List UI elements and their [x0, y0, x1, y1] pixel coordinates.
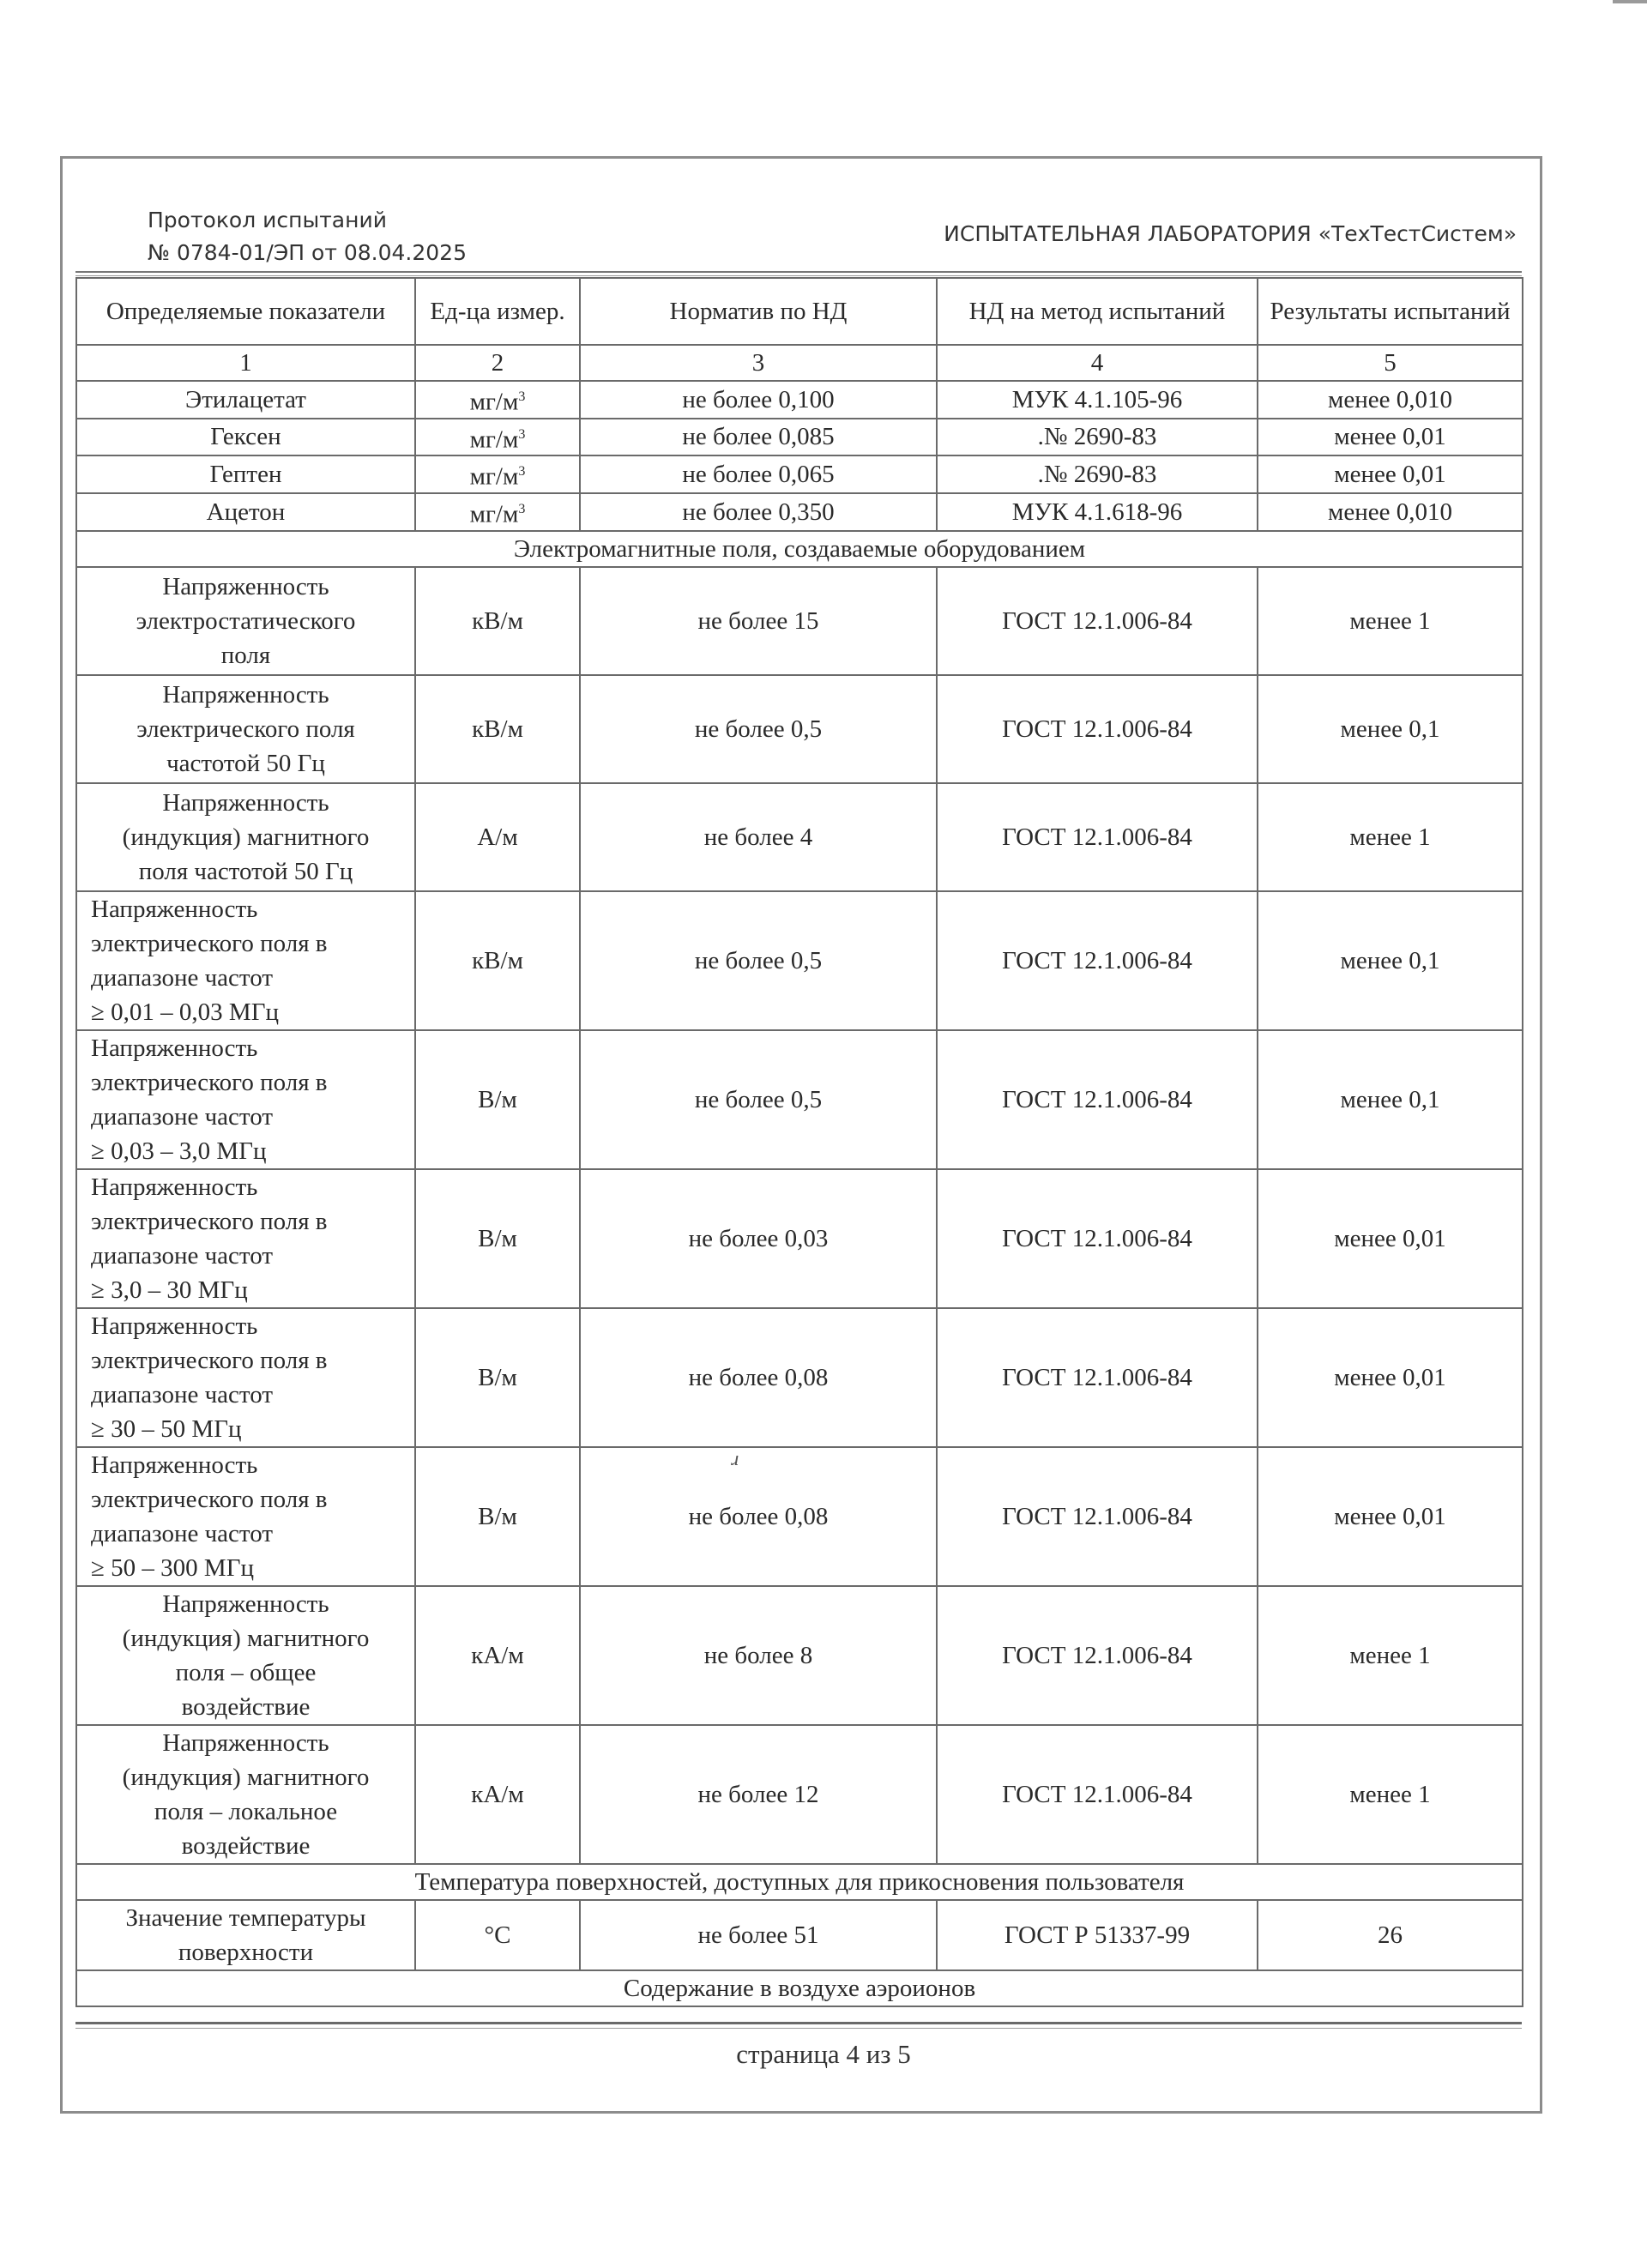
norm-cell: не более 0,085 — [580, 419, 937, 456]
indicator-line: электрического поля в — [91, 929, 328, 957]
method-cell: ГОСТ 12.1.006-84 — [937, 567, 1258, 675]
indicator-line: электрического поля в — [91, 1068, 328, 1096]
result-cell: менее 0,1 — [1258, 675, 1523, 783]
table-row — [76, 1447, 1523, 1586]
method-cell: ГОСТ 12.1.006-84 — [937, 1169, 1258, 1308]
column-number: 2 — [415, 345, 580, 381]
norm-cell: не более 12 — [580, 1725, 937, 1864]
method-cell: ГОСТ Р 51337-99 — [937, 1900, 1258, 1970]
column-header: Ед-ца измер. — [415, 278, 580, 345]
table-row — [76, 455, 1523, 493]
norm-cell: не более 0,065 — [580, 455, 937, 493]
indicator-line: ≥ 0,01 – 0,03 МГц — [91, 998, 279, 1026]
indicator-line: (индукция) магнитного — [122, 1624, 370, 1652]
unit-exponent: 3 — [518, 389, 526, 404]
indicator-line: диапазоне частот — [91, 1519, 273, 1547]
method-cell: ГОСТ 12.1.006-84 — [937, 783, 1258, 891]
unit-cell: кА/м — [415, 1725, 580, 1864]
result-cell: менее 0,1 — [1258, 1030, 1523, 1169]
column-header: Норматив по НД — [580, 278, 937, 345]
indicator-line: Напряженность — [162, 1728, 329, 1757]
norm-cell: не более 0,03 — [580, 1169, 937, 1308]
method-cell: ГОСТ 12.1.006-84 — [937, 1586, 1258, 1725]
method-cell: .№ 2690-83 — [937, 419, 1258, 456]
indicator-name — [76, 1900, 415, 1970]
column-number-row — [76, 345, 1523, 381]
column-number: 5 — [1258, 345, 1523, 381]
column-number: 3 — [580, 345, 937, 381]
indicator-name — [76, 1308, 415, 1447]
method-cell: МУК 4.1.618-96 — [937, 493, 1258, 531]
result-cell: менее 0,010 — [1258, 493, 1523, 531]
unit-text: мг/м — [469, 425, 519, 454]
indicator-line: диапазоне частот — [91, 1380, 273, 1408]
indicator-line: диапазоне частот — [91, 1102, 273, 1131]
header-rule-thin — [75, 275, 1522, 276]
protocol-title: Протокол испытаний — [148, 208, 387, 232]
norm-cell: не более 4 — [580, 783, 937, 891]
unit-cell — [415, 493, 580, 531]
section-title: Содержание в воздухе аэроионов — [76, 1970, 1523, 2006]
indicator-line: Напряженность — [162, 680, 329, 709]
result-cell: менее 0,01 — [1258, 455, 1523, 493]
result-cell: менее 1 — [1258, 1725, 1523, 1864]
indicator-name — [76, 783, 415, 891]
unit-cell: В/м — [415, 1308, 580, 1447]
indicator-line: диапазоне частот — [91, 1241, 273, 1270]
indicator-name — [76, 1169, 415, 1308]
table-row — [76, 1900, 1523, 1970]
table-row — [76, 1169, 1523, 1308]
indicator-line: поля – локальное — [154, 1797, 338, 1825]
indicator-line: ≥ 3,0 – 30 МГц — [91, 1276, 248, 1304]
indicator-line: поверхности — [178, 1938, 314, 1966]
result-cell: менее 1 — [1258, 567, 1523, 675]
table-row — [76, 493, 1523, 531]
indicator-name: Гексен — [76, 419, 415, 456]
result-cell: 26 — [1258, 1900, 1523, 1970]
lab-name: ИСПЫТАТЕЛЬНАЯ ЛАБОРАТОРИЯ «ТехТестСистем» — [944, 221, 1517, 246]
unit-cell: °С — [415, 1900, 580, 1970]
header-rule — [75, 271, 1522, 273]
table-row — [76, 891, 1523, 1030]
column-header: Определяемые показатели — [76, 278, 415, 345]
unit-text: мг/м — [469, 462, 519, 491]
indicator-name — [76, 1447, 415, 1586]
indicator-name — [76, 1030, 415, 1169]
unit-cell: кВ/м — [415, 891, 580, 1030]
method-cell: ГОСТ 12.1.006-84 — [937, 891, 1258, 1030]
table-header-row — [76, 278, 1523, 345]
result-cell: менее 0,010 — [1258, 381, 1523, 419]
norm-cell: не более 0,350 — [580, 493, 937, 531]
result-cell: менее 0,01 — [1258, 1308, 1523, 1447]
table-row — [76, 1725, 1523, 1864]
norm-cell: не более 0,08 — [580, 1447, 937, 1586]
indicator-name — [76, 567, 415, 675]
section-title: Температура поверхностей, доступных для прикосновения пользователя — [76, 1864, 1523, 1900]
indicator-line: Значение температуры — [125, 1903, 366, 1932]
indicator-line: (индукция) магнитного — [122, 1763, 370, 1791]
norm-cell: не более 51 — [580, 1900, 937, 1970]
unit-cell: кВ/м — [415, 675, 580, 783]
unit-cell: кА/м — [415, 1586, 580, 1725]
indicator-name — [76, 1725, 415, 1864]
norm-cell: не более 15 — [580, 567, 937, 675]
corner-scan-mark — [1613, 0, 1647, 3]
indicator-line: ≥ 30 – 50 МГц — [91, 1414, 242, 1443]
indicator-line: ≥ 50 – 300 МГц — [91, 1553, 254, 1582]
results-table — [75, 277, 1523, 2007]
result-cell: менее 1 — [1258, 783, 1523, 891]
indicator-line: ≥ 0,03 – 3,0 МГц — [91, 1137, 267, 1165]
column-header: Результаты испытаний — [1258, 278, 1523, 345]
indicator-line: Напряженность — [91, 1173, 258, 1201]
unit-cell: кВ/м — [415, 567, 580, 675]
indicator-name: Гептен — [76, 455, 415, 493]
table-row — [76, 675, 1523, 783]
indicator-line: частотой 50 Гц — [166, 749, 325, 777]
section-title: Электромагнитные поля, создаваемые оборудованием — [76, 531, 1523, 567]
stray-pen-mark: ɹ — [731, 1448, 739, 1470]
norm-cell: не более 0,100 — [580, 381, 937, 419]
indicator-line: Напряженность — [162, 1589, 329, 1618]
unit-cell — [415, 455, 580, 493]
indicator-name — [76, 891, 415, 1030]
table-row — [76, 567, 1523, 675]
unit-cell: А/м — [415, 783, 580, 891]
indicator-line: Напряженность — [162, 572, 329, 600]
unit-text: мг/м — [469, 388, 519, 416]
indicator-line: Напряженность — [162, 788, 329, 817]
column-number: 1 — [76, 345, 415, 381]
indicator-line: воздействие — [181, 1831, 311, 1860]
unit-cell — [415, 419, 580, 456]
footer-rule-thin — [75, 2028, 1522, 2029]
page-number: страница 4 из 5 — [736, 2039, 911, 2069]
indicator-name: Ацетон — [76, 493, 415, 531]
indicator-name — [76, 675, 415, 783]
unit-cell: В/м — [415, 1447, 580, 1586]
indicator-line: (индукция) магнитного — [122, 823, 370, 851]
indicator-line: диапазоне частот — [91, 963, 273, 992]
method-cell: ГОСТ 12.1.006-84 — [937, 675, 1258, 783]
indicator-line: Напряженность — [91, 1451, 258, 1479]
unit-text: мг/м — [469, 500, 519, 528]
unit-exponent: 3 — [518, 426, 526, 442]
footer-rule — [75, 2022, 1522, 2024]
column-header: НД на метод испытаний — [937, 278, 1258, 345]
table-row — [76, 419, 1523, 456]
method-cell: ГОСТ 12.1.006-84 — [937, 1725, 1258, 1864]
indicator-line: поля – общее — [175, 1658, 317, 1686]
method-cell: ГОСТ 12.1.006-84 — [937, 1447, 1258, 1586]
results-table-wrap — [75, 277, 1522, 2007]
unit-cell: В/м — [415, 1169, 580, 1308]
indicator-line: электрического поля — [136, 715, 355, 743]
result-cell: менее 0,1 — [1258, 891, 1523, 1030]
unit-exponent: 3 — [518, 464, 526, 480]
table-row — [76, 1030, 1523, 1169]
indicator-line: электростатического — [136, 606, 356, 635]
unit-cell: В/м — [415, 1030, 580, 1169]
result-cell: менее 0,01 — [1258, 1447, 1523, 1586]
norm-cell: не более 0,5 — [580, 891, 937, 1030]
indicator-line: поля — [220, 641, 271, 669]
indicator-line: Напряженность — [91, 1312, 258, 1340]
unit-cell — [415, 381, 580, 419]
indicator-line: воздействие — [181, 1692, 311, 1721]
section-row — [76, 1864, 1523, 1900]
norm-cell: не более 0,5 — [580, 675, 937, 783]
method-cell: ГОСТ 12.1.006-84 — [937, 1030, 1258, 1169]
column-number: 4 — [937, 345, 1258, 381]
norm-cell: не более 0,08 — [580, 1308, 937, 1447]
table-row — [76, 1308, 1523, 1447]
norm-cell: не более 8 — [580, 1586, 937, 1725]
indicator-line: электрического поля в — [91, 1485, 328, 1513]
method-cell: МУК 4.1.105-96 — [937, 381, 1258, 419]
indicator-name: Этилацетат — [76, 381, 415, 419]
table-row — [76, 783, 1523, 891]
indicator-line: электрического поля в — [91, 1207, 328, 1235]
norm-cell: не более 0,5 — [580, 1030, 937, 1169]
indicator-line: электрического поля в — [91, 1346, 328, 1374]
indicator-name — [76, 1586, 415, 1725]
section-row — [76, 531, 1523, 567]
table-row — [76, 1586, 1523, 1725]
table-row — [76, 381, 1523, 419]
indicator-line: Напряженность — [91, 1034, 258, 1062]
result-cell: менее 0,01 — [1258, 419, 1523, 456]
method-cell: .№ 2690-83 — [937, 455, 1258, 493]
method-cell: ГОСТ 12.1.006-84 — [937, 1308, 1258, 1447]
indicator-line: поля частотой 50 Гц — [138, 857, 353, 885]
section-row — [76, 1970, 1523, 2006]
unit-exponent: 3 — [518, 501, 526, 516]
result-cell: менее 0,01 — [1258, 1169, 1523, 1308]
protocol-number: № 0784-01/ЭП от 08.04.2025 — [148, 240, 467, 265]
result-cell: менее 1 — [1258, 1586, 1523, 1725]
protocol-header — [148, 204, 467, 269]
indicator-line: Напряженность — [91, 895, 258, 923]
